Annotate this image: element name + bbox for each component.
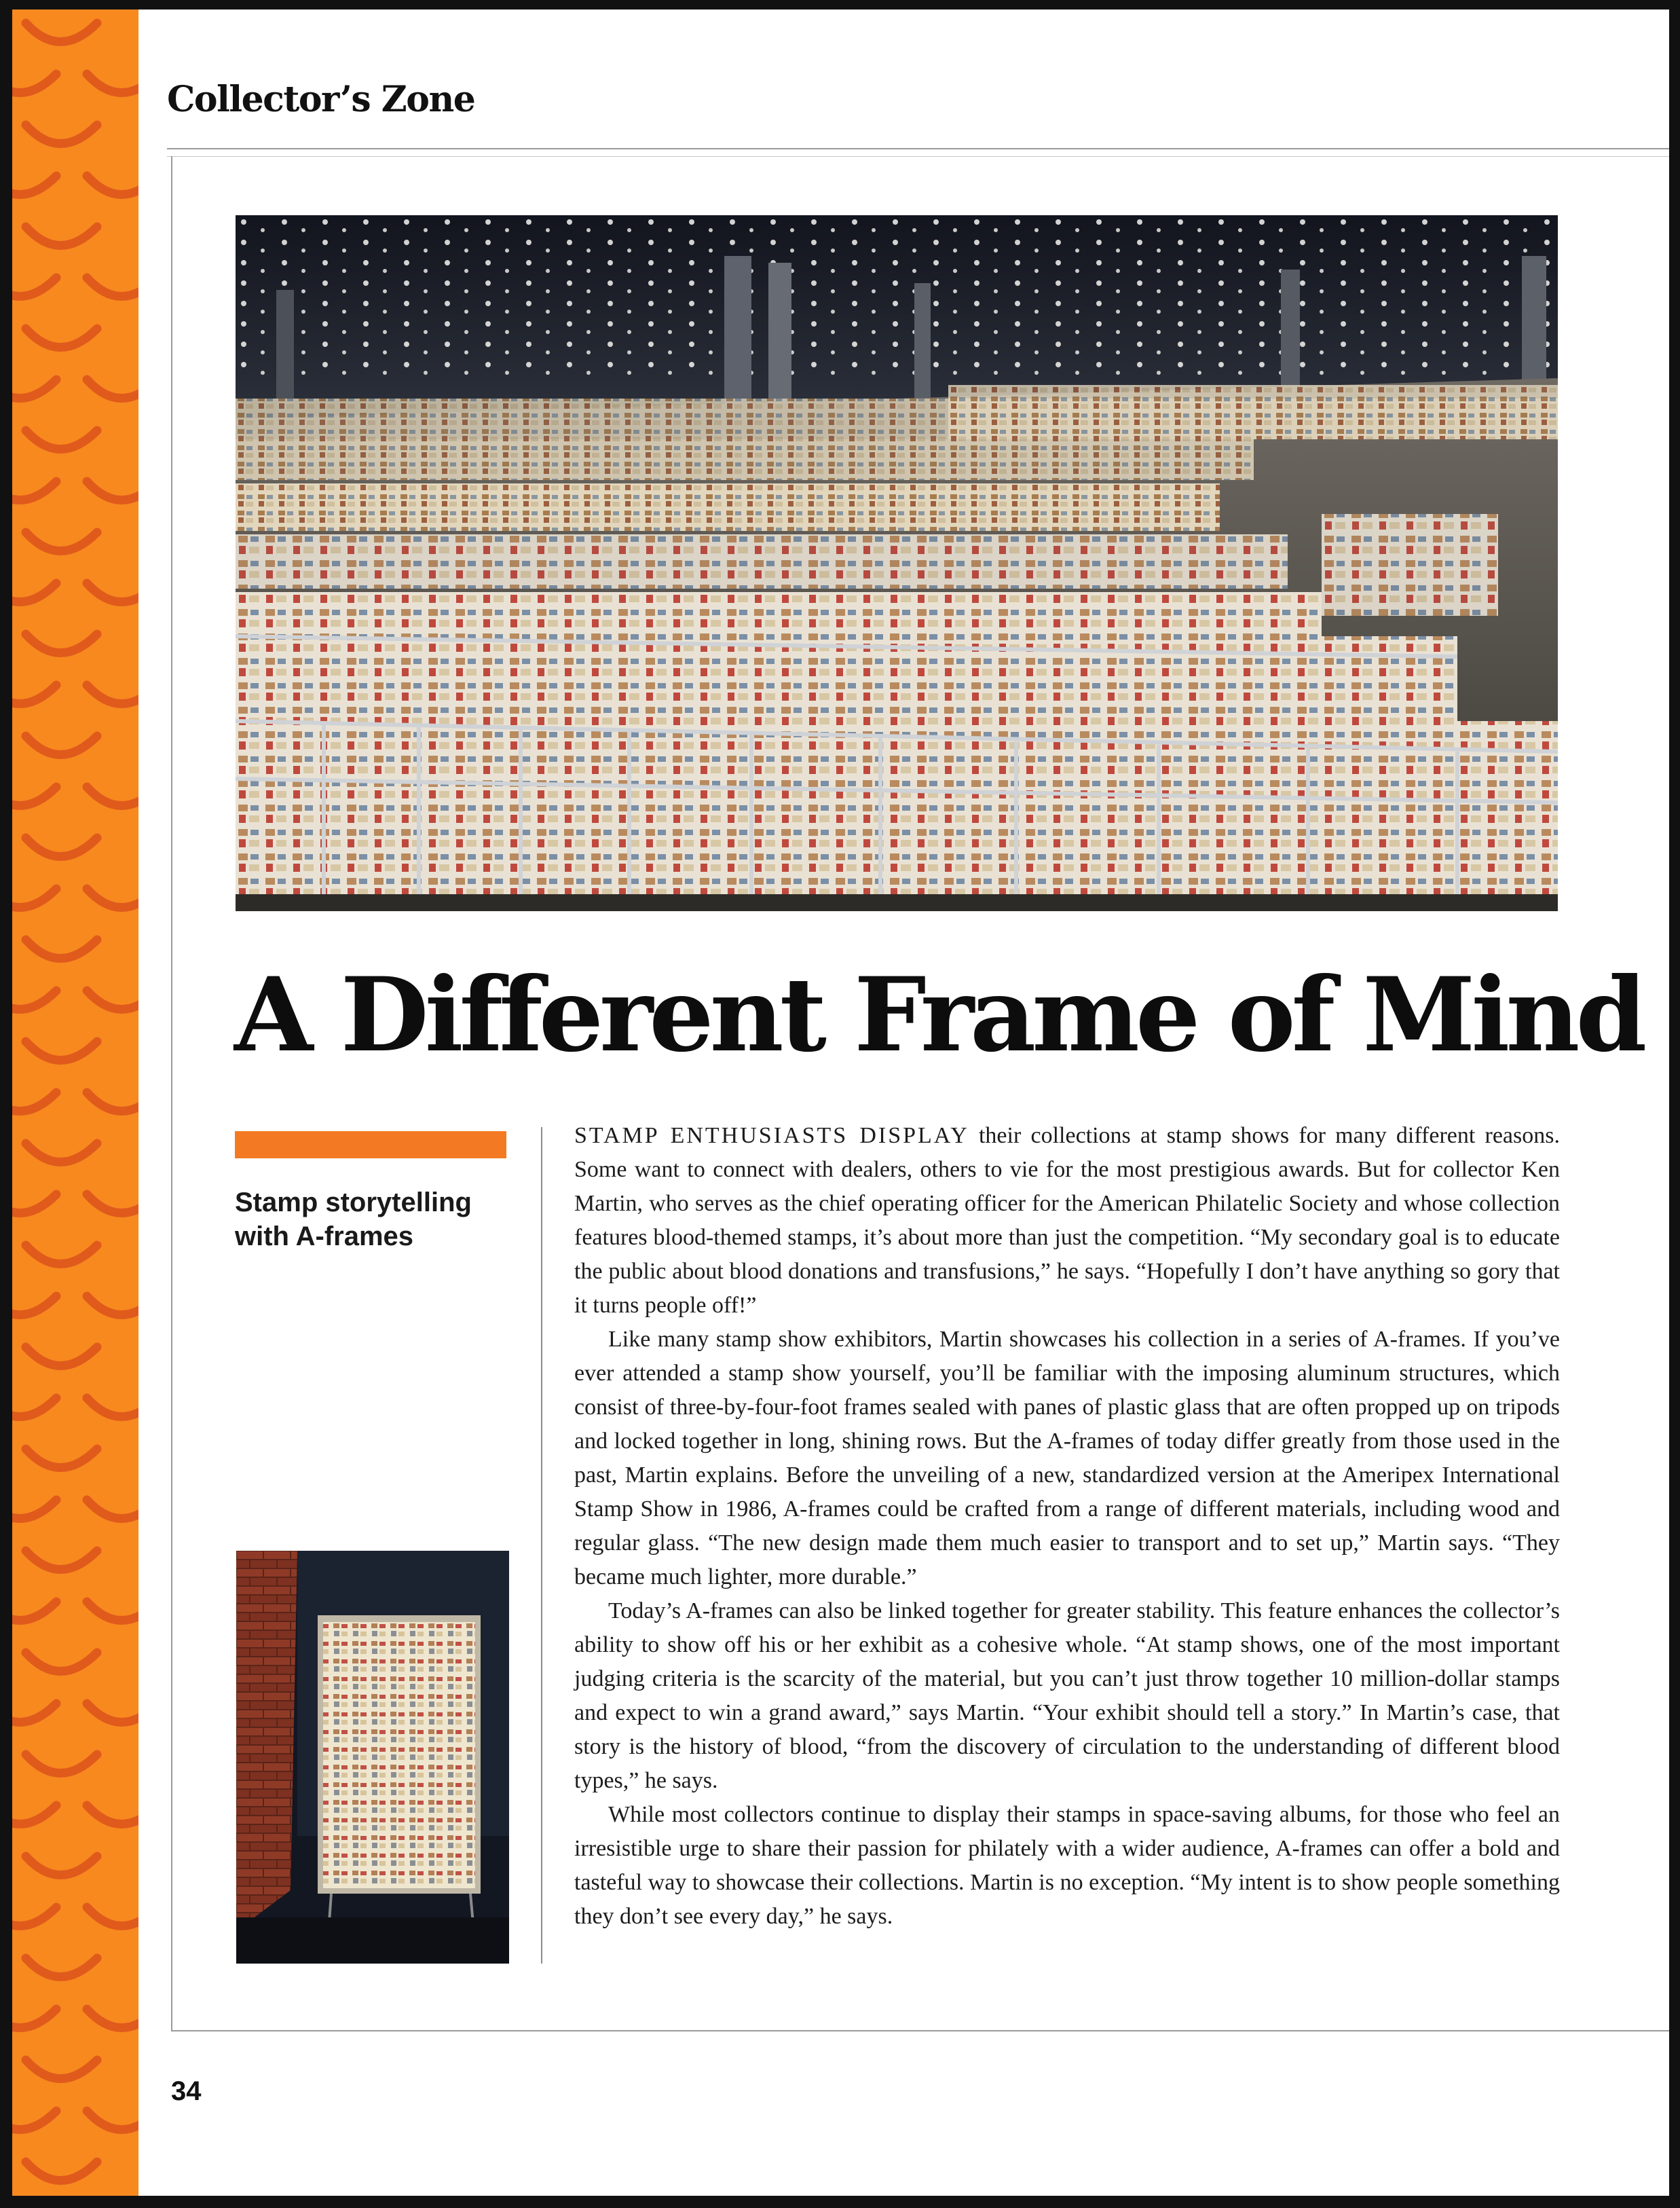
article-paragraph-1-text: their collections at stamp shows for many different reasons. Some want to connect with dealers, others to vie for the most prestigious awards. But for collector Ken Martin, who serves as the chief operating officer for the American Philatelic Society and whose collection features blood-themed stamps, it’s about more than just the competition. “My secondary goal is to educate the public about blood donations and transfusions,” he says. “Hopefully I don’t have anything so gory that it turns people off!” [574, 1123, 1560, 1318]
scan-border-left [0, 0, 12, 2208]
header-rule [167, 148, 1669, 149]
scan-border-bottom [0, 2196, 1680, 2208]
article-paragraph-4: While most collectors continue to display their stamps in space-saving albums, for those who feel an irresistible urge to share their passion for philately with a wider audience, A-frames can offer a bold and tasteful way to showcase their collections. Martin is no exception. “My intent is to show people something they don’t see every day,” he says. [574, 1802, 1560, 1929]
decorative-side-stripe [12, 10, 138, 2196]
article-headline: A Different Frame of Mind [234, 955, 1643, 1075]
section-title: Collector’s Zone [167, 79, 475, 120]
article-body [574, 1119, 1560, 1934]
frame-left-rule [171, 156, 172, 2031]
deck-accent-bar [235, 1131, 506, 1158]
hero-photo [236, 215, 1558, 911]
scan-border-right [1669, 0, 1680, 2208]
article-lead-in: STAMP ENTHUSIASTS DISPLAY [574, 1123, 969, 1148]
article-paragraph-1 [574, 1119, 1560, 1323]
article-deck: Stamp storytelling with A-frames [235, 1188, 472, 1251]
thumbnail-photo [236, 1551, 509, 1964]
column-divider [541, 1127, 542, 1964]
page-number: 34 [171, 2076, 202, 2106]
frame-bottom-rule [171, 2030, 1669, 2031]
header-rule-inner [167, 156, 1669, 157]
scan-border-top [0, 0, 1680, 10]
article-paragraph-3: Today’s A-frames can also be linked together for greater stability. This feature enhances the collector’s ability to show off his or her exhibit as a cohesive whole. “At stamp shows, one of the most important judging criteria is the scarcity of the material, but you can’t just throw together 10 million-dollar stamps and expect to win a grand award,” says Martin. “Your exhibit should tell a story.” In Martin’s case, that story is the history of blood, “from the discovery of circulation to the understanding of different blood types,” he says. [574, 1598, 1560, 1793]
article-paragraph-2: Like many stamp show exhibitors, Martin showcases his collection in a series of A-frames. If you’ve ever attended a stamp show yourself, you’ll be familiar with the imposing aluminum structures, which consist of three-by-four-foot frames sealed with panes of plastic glass that are often propped up on tripods and locked together in long, shining rows. But the A-frames of today differ greatly from those used in the past, Martin explains. Before the unveiling of a new, standardized version at the Ameripex International Stamp Show in 1986, A-frames could be crafted from a range of different materials, including wood and regular glass. “The new design made them much easier to transport and to set up,” Martin says. “They became much lighter, more durable.” [574, 1327, 1560, 1589]
